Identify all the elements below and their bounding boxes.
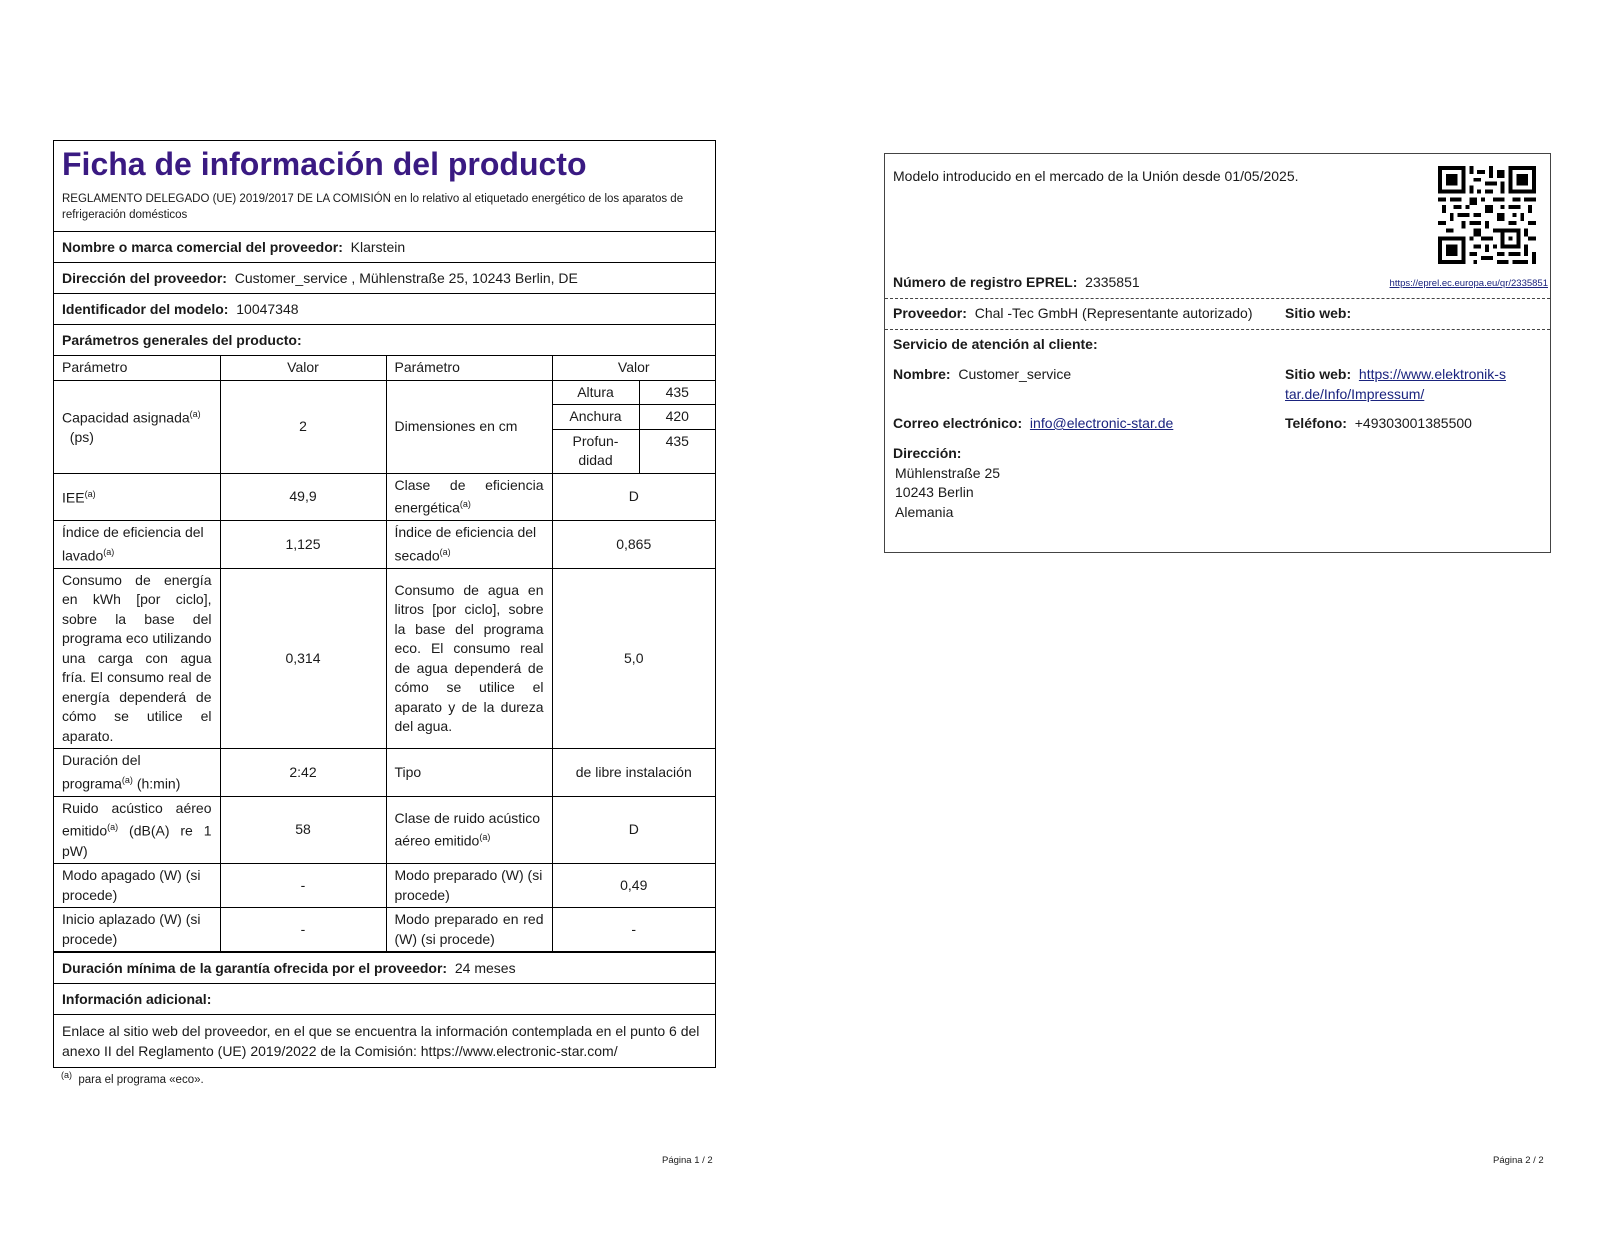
noise-value: 58 — [220, 796, 386, 863]
service-website — [1285, 365, 1545, 404]
warranty-value: 24 meses — [454, 960, 516, 977]
footnote-mark: (a) — [479, 832, 491, 843]
energy-consumption-value: 0,314 — [220, 568, 386, 749]
provider-value: Chal -Tec GmbH (Representante autorizado) — [974, 305, 1253, 321]
header-value: Valor — [220, 356, 386, 380]
energy-consumption-label: Consumo de energía en kWh [por ciclo], sobre la base del programa eco utilizando una carga con agua fría. El consumo real de energía dependerá de cómo se utilice el aparato. — [54, 568, 220, 749]
capacity-value: 2 — [220, 380, 386, 473]
table-row — [54, 864, 715, 908]
washing-label-cell — [54, 521, 220, 569]
supplier-address-row — [54, 263, 715, 294]
header-param: Parámetro — [386, 356, 552, 380]
service-website-label: Sitio web: — [1285, 366, 1352, 382]
eprel-value: 2335851 — [1085, 274, 1140, 290]
energy-class-label-cell — [386, 473, 552, 521]
supplier-address-value: Customer_service , Mühlenstraße 25, 10243 Berlin, DE — [234, 270, 578, 286]
table-header-row — [54, 356, 715, 380]
height-label: Altura — [553, 381, 640, 405]
eprel-header — [885, 154, 1550, 299]
noise-class-value: D — [552, 796, 715, 863]
table-row — [54, 908, 715, 952]
supplier-name-row — [54, 232, 715, 263]
table-row — [54, 749, 715, 797]
footnote-mark: (a) — [103, 546, 115, 557]
water-consumption-label: Consumo de agua en litros [por ciclo], sobre la base del programa eco. El consumo real de agua dependerá de cómo se utilice el aparato y de la dureza del agua. — [386, 568, 552, 749]
provider-row — [885, 299, 1550, 330]
table-row — [54, 473, 715, 521]
service-address — [893, 444, 1000, 522]
service-email — [893, 414, 1173, 434]
warranty-label: Duración mínima de la garantía ofrecida por el proveedor: — [62, 960, 448, 977]
duration-unit: (h:min) — [136, 775, 181, 792]
dimensions-label: Dimensiones en cm — [386, 380, 552, 473]
duration-label-cell — [54, 749, 220, 797]
eprel-registration — [893, 274, 1140, 290]
type-value: de libre instalación — [552, 749, 715, 797]
general-params-row — [54, 325, 715, 356]
email-link[interactable]: info@electronic-star.de — [1029, 415, 1174, 431]
footnote-mark: (a) — [439, 546, 451, 557]
standby-label: Modo preparado (W) (si procede) — [386, 864, 552, 908]
delay-start-label: Inicio aplazado (W) (si procede) — [54, 908, 220, 952]
eprel-url-link[interactable]: https://eprel.ec.europa.eu/qr/2335851 — [1389, 278, 1548, 289]
supplier-name-value: Klarstein — [350, 239, 406, 255]
product-info-box — [53, 140, 716, 1068]
product-info-sheet — [53, 140, 716, 1086]
table-row — [54, 380, 715, 473]
table-row — [54, 521, 715, 569]
service-website-link[interactable]: https://www.elektronik-s — [1358, 366, 1506, 382]
warranty-row — [54, 952, 715, 984]
model-id-label: Identificador del modelo: — [62, 301, 229, 317]
general-params-label: Parámetros generales del producto: — [62, 332, 302, 348]
service-name — [893, 365, 1071, 385]
depth-value: 435 — [639, 429, 715, 473]
address-line-3: Alemania — [895, 503, 954, 520]
dimensions-table — [553, 381, 716, 473]
capacity-unit: (ps) — [69, 429, 94, 446]
eprel-label: Número de registro EPREL: — [893, 274, 1078, 290]
model-intro-text: Modelo introducido en el mercado de la Unión desde 01/05/2025. — [893, 168, 1299, 184]
energy-class-label: Clase de eficiencia energética — [394, 476, 544, 516]
delay-start-value: - — [220, 908, 386, 952]
model-id-row — [54, 294, 715, 325]
washing-label: Índice de eficiencia del lavado — [62, 524, 204, 564]
params-table — [54, 356, 715, 952]
service-heading — [893, 335, 1098, 355]
address-label: Dirección: — [893, 445, 962, 461]
off-mode-value: - — [220, 864, 386, 908]
dimensions-cell — [552, 380, 715, 473]
additional-info-text: Enlace al sitio web del proveedor, en el que se encuentra la información contemplada en el punto 6 del anexo II del Reglamento (UE) 2019/2022 de la Comisión: https://www.electronic-star.com/ — [62, 1023, 700, 1060]
capacity-label-cell — [54, 380, 220, 473]
additional-info-row — [54, 984, 715, 1015]
footnote-mark: (a) — [84, 489, 96, 500]
provider-website — [1285, 304, 1351, 324]
page-title: Ficha de información del producto — [62, 146, 587, 182]
network-standby-label: Modo preparado en red (W) (si procede) — [386, 908, 552, 952]
duration-label: Duración del programa — [62, 752, 141, 792]
regulation-text: REGLAMENTO DELEGADO (UE) 2019/2017 DE LA COMISIÓN en lo relativo al etiquetado energético de los aparatos de refrigeración domésticos — [54, 183, 715, 232]
washing-value: 1,125 — [220, 521, 386, 569]
type-label: Tipo — [386, 749, 552, 797]
provider-label: Proveedor: — [893, 305, 967, 321]
service-name-value: Customer_service — [958, 366, 1072, 382]
eei-value: 49,9 — [220, 473, 386, 521]
drying-value: 0,865 — [552, 521, 715, 569]
noise-label: Ruido acústico aéreo emitido — [62, 799, 212, 840]
provider-website-label: Sitio web: — [1285, 305, 1352, 321]
network-standby-value: - — [552, 908, 715, 952]
footnote-mark: (a) — [107, 822, 119, 833]
footnote-mark: (a) — [459, 499, 471, 509]
provider-info — [893, 304, 1253, 324]
additional-info-label: Información adicional: — [62, 991, 212, 1008]
qr-code-icon — [1438, 166, 1536, 264]
service-name-label: Nombre: — [893, 366, 951, 382]
footnote-mark: (a) — [121, 774, 133, 785]
supplier-address-label: Dirección del proveedor: — [62, 270, 227, 286]
eei-label: IEE — [62, 489, 85, 506]
service-phone — [1285, 414, 1472, 434]
eprel-info-box — [884, 153, 1551, 553]
address-line-2: 10243 Berlin — [895, 484, 974, 500]
duration-value: 2:42 — [220, 749, 386, 797]
width-value: 420 — [639, 405, 715, 430]
water-consumption-value: 5,0 — [552, 568, 715, 749]
table-row — [54, 568, 715, 749]
email-label: Correo electrónico: — [893, 415, 1023, 431]
height-value: 435 — [639, 381, 715, 405]
header-value: Valor — [552, 356, 715, 380]
noise-class-label-cell — [386, 796, 552, 863]
model-id-value: 10047348 — [236, 301, 299, 317]
eei-label-cell — [54, 473, 220, 521]
footnote — [61, 1070, 716, 1086]
customer-service-section — [885, 330, 1550, 552]
off-mode-label: Modo apagado (W) (si procede) — [54, 864, 220, 908]
drying-label: Índice de eficiencia del secado — [394, 524, 537, 564]
service-label: Servicio de atención al cliente: — [893, 336, 1098, 352]
page-number-2: Página 2 / 2 — [1493, 1155, 1544, 1166]
footnote-text: para el programa «eco». — [78, 1073, 204, 1086]
capacity-label: Capacidad asignada — [62, 409, 190, 426]
standby-value: 0,49 — [552, 864, 715, 908]
address-line-1: Mühlenstraße 25 — [895, 464, 1001, 481]
footnote-mark: (a) — [189, 409, 201, 420]
width-label: Anchura — [553, 405, 640, 430]
depth-label: Profun-didad — [553, 429, 640, 473]
phone-value: +49303001385500 — [1354, 415, 1472, 431]
phone-label: Teléfono: — [1285, 415, 1347, 431]
table-row — [54, 796, 715, 863]
drying-label-cell — [386, 521, 552, 569]
service-website-link-cont[interactable]: tar.de/Info/Impressum/ — [1285, 385, 1425, 402]
page-number-1: Página 1 / 2 — [662, 1155, 713, 1166]
energy-class-value: D — [552, 473, 715, 521]
noise-unit: (dB(A) re 1 pW) — [62, 823, 212, 859]
header-param: Parámetro — [54, 356, 220, 380]
noise-class-label: Clase de ruido acústico aéreo emitido — [394, 809, 541, 849]
footnote-mark: (a) — [61, 1070, 72, 1081]
supplier-name-label: Nombre o marca comercial del proveedor: — [62, 239, 343, 255]
noise-label-cell — [54, 796, 220, 863]
